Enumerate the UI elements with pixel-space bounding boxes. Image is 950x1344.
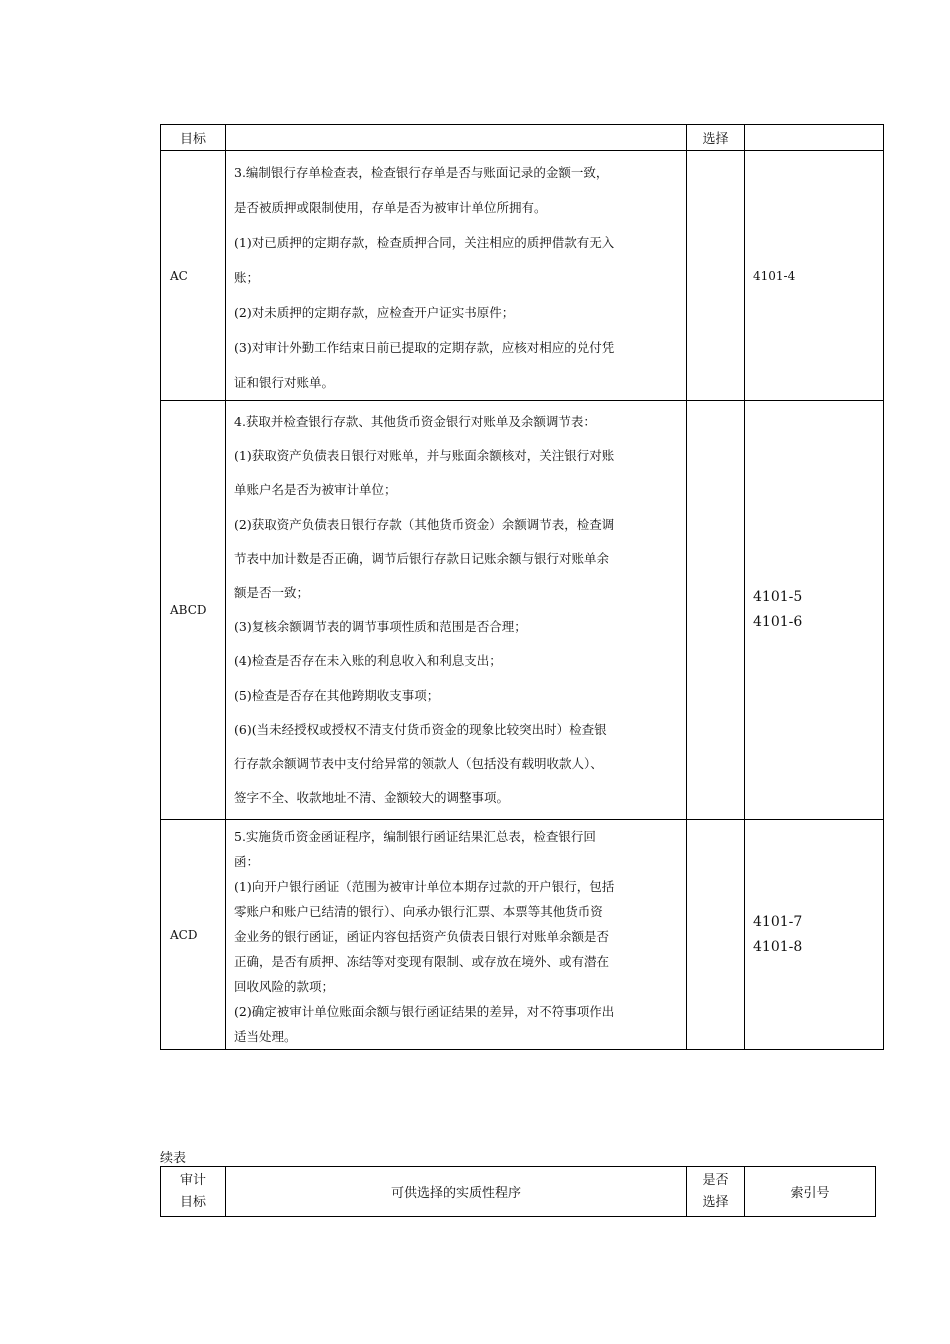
procedure-line: (1)获取资产负债表日银行对账单，并与账面余额核对，关注银行对账 (234, 448, 615, 464)
header-goal-line: 审计 (179, 1172, 206, 1188)
procedure-line: (2)获取资产负债表日银行存款（其他货币资金）余额调节表，检查调 (234, 516, 615, 532)
procedure-line: (2)对未质押的定期存款，应检查开户证实书原件； (234, 305, 515, 320)
procedure-line: 证和银行对账单。 (234, 375, 335, 390)
selection-cell[interactable] (687, 820, 745, 1050)
procedure-line: 金业务的银行函证，函证内容包括资产负债表日银行对账单余额是否 (234, 929, 610, 944)
header-goal-line: 目标 (179, 1194, 206, 1210)
procedure-cell (226, 820, 687, 1050)
selection-cell[interactable] (687, 151, 745, 401)
index-ref: 4101-4 (753, 268, 796, 283)
procedure-line: 函： (234, 854, 260, 869)
procedure-cell (226, 401, 687, 820)
procedure-line: (1)向开户银行函证（范围为被审计单位本期存过款的开户银行，包括 (234, 879, 615, 894)
index-ref: 4101-5 (753, 589, 803, 605)
header-goal: 目标 (161, 125, 226, 151)
procedure-line: 是否被质押或限制使用，存单是否为被审计单位所拥有。 (234, 200, 547, 215)
procedure-cell (226, 151, 687, 401)
header-index (745, 125, 884, 151)
index-ref: 4101-7 (753, 913, 803, 930)
header-goal (161, 1167, 226, 1217)
procedure-line: (6)(当未经授权或授权不清支付货币资金的现象比较突出时）检查银 (234, 721, 607, 737)
procedure-line: 签字不全、收款地址不清、金额较大的调整事项。 (234, 790, 510, 806)
procedure-line: (4)检查是否存在未入账的利息收入和利息支出； (234, 653, 502, 669)
header-selected (687, 1167, 745, 1217)
index-cell (745, 151, 884, 401)
table-header-row (161, 1167, 876, 1217)
procedures-table (160, 124, 884, 1050)
table-header-row (161, 125, 884, 151)
procedure-line: (1)对已质押的定期存款，检查质押合同，关注相应的质押借款有无入 (234, 235, 615, 250)
procedure-line: (2)确定被审计单位账面余额与银行函证结果的差异，对不符事项作出 (234, 1004, 615, 1019)
procedure-line: 单账户名是否为被审计单位； (234, 482, 397, 498)
procedure-line: (3)对审计外勤工作结束日前已提取的定期存款，应核对相应的兑付凭 (234, 340, 615, 355)
index-ref: 4101-8 (753, 938, 803, 955)
index-cell (745, 401, 884, 820)
table-row (161, 151, 884, 401)
procedure-line: 账； (234, 270, 260, 285)
procedure-line: 节表中加计数是否正确，调节后银行存款日记账余额与银行对账单余 (234, 550, 610, 566)
header-index: 索引号 (745, 1167, 876, 1217)
table-row (161, 401, 884, 820)
procedure-line: 适当处理。 (234, 1029, 297, 1044)
procedure-line: (5)检查是否存在其他跨期收支事项； (234, 687, 440, 703)
header-procedure (226, 125, 687, 151)
header-selected-line: 是否 (702, 1172, 729, 1188)
header-selected: 选择 (687, 125, 745, 151)
table-row (161, 820, 884, 1050)
procedure-line: 4.获取并检查银行存款、其他货币资金银行对账单及余额调节表： (234, 414, 596, 429)
procedure-line: 零账户和账户已结清的银行）、向承办银行汇票、本票等其他货币资 (234, 904, 603, 919)
procedure-line: 回收风险的款项； (234, 979, 335, 994)
procedure-line: 5.实施货币资金函证程序，编制银行函证结果汇总表，检查银行回 (234, 829, 596, 844)
header-selected-line: 选择 (702, 1194, 729, 1210)
index-ref: 4101-6 (753, 614, 803, 630)
procedure-line: 额是否一致； (234, 585, 310, 601)
goal-cell: AC (161, 151, 226, 401)
goal-cell: ACD (161, 820, 226, 1050)
continued-table-caption: 续表 (160, 1151, 187, 1166)
selection-cell[interactable] (687, 401, 745, 820)
procedure-line: (3)复核余额调节表的调节事项性质和范围是否合理； (234, 619, 527, 635)
index-cell (745, 820, 884, 1050)
goal-cell: ABCD (161, 401, 226, 820)
continued-table (160, 1166, 876, 1217)
procedure-line: 正确，是否有质押、冻结等对变现有限制、或存放在境外、或有潜在 (234, 954, 610, 969)
header-procedure: 可供选择的实质性程序 (226, 1167, 687, 1217)
procedure-line: 3.编制银行存单检查表，检查银行存单是否与账面记录的金额一致， (234, 165, 609, 180)
procedure-line: 行存款余额调节表中支付给异常的领款人（包括没有载明收款人）、 (234, 756, 603, 772)
